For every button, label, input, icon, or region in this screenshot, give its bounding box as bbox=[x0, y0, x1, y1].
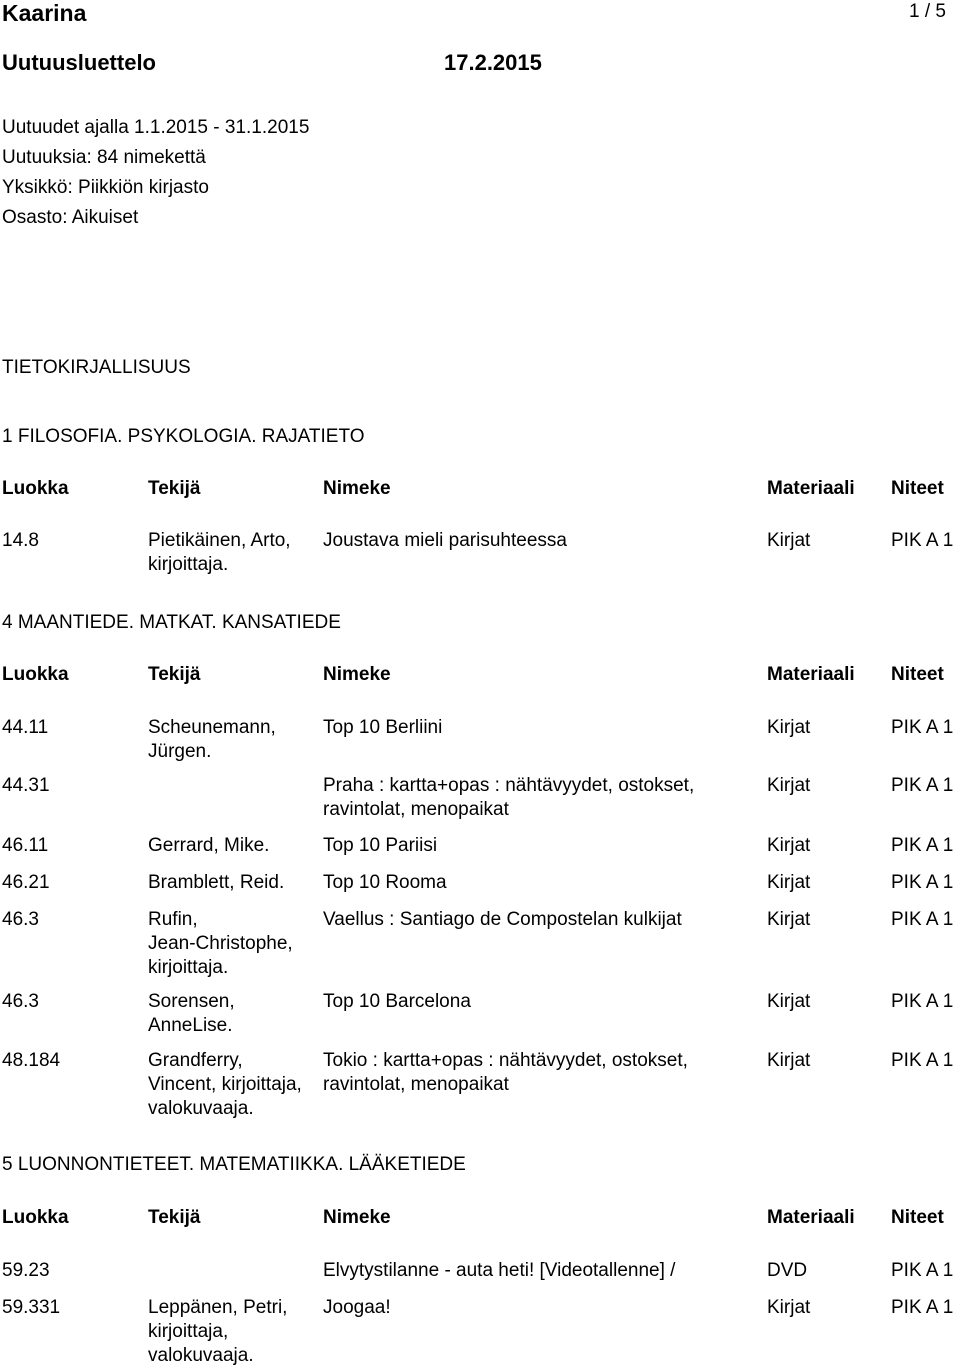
cell-niteet: PIK A 1 bbox=[891, 835, 954, 856]
cell-materiaali: Kirjat bbox=[767, 872, 811, 893]
col-tekija: Tekijä bbox=[148, 664, 201, 685]
cell-tekija: Grandferry, Vincent, kirjoittaja, valokuvaaja. bbox=[148, 1050, 302, 1119]
cell-niteet: PIK A 1 bbox=[891, 909, 954, 930]
cell-luokka: 59.331 bbox=[2, 1297, 61, 1318]
cell-materiaali: Kirjat bbox=[767, 991, 811, 1012]
library-name: Kaarina bbox=[2, 0, 87, 26]
cell-materiaali: Kirjat bbox=[767, 530, 811, 551]
cell-niteet: PIK A 1 bbox=[891, 872, 954, 893]
info-department: Osasto: Aikuiset bbox=[2, 207, 139, 228]
cell-nimeke: Praha : kartta+opas : nähtävyydet, ostokset, ravintolat, menopaikat bbox=[323, 775, 695, 820]
cell-nimeke: Joustava mieli parisuhteessa bbox=[323, 530, 567, 551]
col-nimeke: Nimeke bbox=[323, 1207, 391, 1228]
col-tekija: Tekijä bbox=[148, 1207, 201, 1228]
cell-tekija: Rufin, Jean-Christophe, kirjoittaja. bbox=[148, 909, 293, 978]
cell-niteet: PIK A 1 bbox=[891, 1050, 954, 1071]
cell-nimeke: Vaellus : Santiago de Compostelan kulkijat bbox=[323, 909, 682, 930]
col-materiaali: Materiaali bbox=[767, 1207, 855, 1228]
cell-luokka: 44.11 bbox=[2, 717, 49, 738]
col-luokka: Luokka bbox=[2, 478, 69, 499]
cell-niteet: PIK A 1 bbox=[891, 717, 954, 738]
col-materiaali: Materiaali bbox=[767, 478, 855, 499]
cell-materiaali: Kirjat bbox=[767, 1050, 811, 1071]
cell-niteet: PIK A 1 bbox=[891, 775, 954, 796]
col-niteet: Niteet bbox=[891, 664, 944, 685]
cell-tekija: Sorensen, AnneLise. bbox=[148, 991, 235, 1036]
cell-niteet: PIK A 1 bbox=[891, 1260, 954, 1281]
col-nimeke: Nimeke bbox=[323, 664, 391, 685]
cell-niteet: PIK A 1 bbox=[891, 1297, 954, 1318]
cell-nimeke: Top 10 Berliini bbox=[323, 717, 443, 738]
cell-nimeke: Top 10 Pariisi bbox=[323, 835, 438, 856]
genre-heading: TIETOKIRJALLISUUS bbox=[2, 357, 191, 378]
info-unit: Yksikkö: Piikkiön kirjasto bbox=[2, 177, 209, 198]
cell-luokka: 46.21 bbox=[2, 872, 50, 893]
cell-tekija: Pietikäinen, Arto, kirjoittaja. bbox=[148, 530, 291, 575]
cell-nimeke: Top 10 Rooma bbox=[323, 872, 447, 893]
section-title: 5 LUONNONTIETEET. MATEMATIIKKA. LÄÄKETIEDE bbox=[2, 1154, 466, 1175]
col-tekija: Tekijä bbox=[148, 478, 201, 499]
col-nimeke: Nimeke bbox=[323, 478, 391, 499]
cell-materiaali: DVD bbox=[767, 1260, 808, 1281]
cell-tekija: Leppänen, Petri, kirjoittaja, valokuvaaja. bbox=[148, 1297, 288, 1366]
cell-materiaali: Kirjat bbox=[767, 717, 811, 738]
list-title: Uutuusluettelo bbox=[2, 50, 156, 75]
col-niteet: Niteet bbox=[891, 1207, 944, 1228]
cell-niteet: PIK A 1 bbox=[891, 991, 954, 1012]
col-niteet: Niteet bbox=[891, 478, 944, 499]
section-title: 4 MAANTIEDE. MATKAT. KANSATIEDE bbox=[2, 612, 341, 633]
cell-tekija: Bramblett, Reid. bbox=[148, 872, 285, 893]
cell-luokka: 46.3 bbox=[2, 909, 39, 930]
section-title: 1 FILOSOFIA. PSYKOLOGIA. RAJATIETO bbox=[2, 426, 365, 447]
page-indicator: 1 / 5 bbox=[909, 1, 946, 22]
cell-tekija: Scheunemann, Jürgen. bbox=[148, 717, 276, 762]
cell-nimeke: Top 10 Barcelona bbox=[323, 991, 471, 1012]
col-luokka: Luokka bbox=[2, 1207, 69, 1228]
cell-luokka: 46.3 bbox=[2, 991, 39, 1012]
col-luokka: Luokka bbox=[2, 664, 69, 685]
cell-niteet: PIK A 1 bbox=[891, 530, 954, 551]
cell-materiaali: Kirjat bbox=[767, 835, 811, 856]
cell-tekija: Gerrard, Mike. bbox=[148, 835, 270, 856]
cell-materiaali: Kirjat bbox=[767, 909, 811, 930]
cell-luokka: 46.11 bbox=[2, 835, 49, 856]
list-date: 17.2.2015 bbox=[444, 50, 542, 75]
cell-luokka: 14.8 bbox=[2, 530, 39, 551]
cell-materiaali: Kirjat bbox=[767, 1297, 811, 1318]
cell-nimeke: Elvytystilanne - auta heti! [Videotallenne] / bbox=[323, 1260, 676, 1281]
cell-luokka: 59.23 bbox=[2, 1260, 50, 1281]
col-materiaali: Materiaali bbox=[767, 664, 855, 685]
cell-materiaali: Kirjat bbox=[767, 775, 811, 796]
cell-nimeke: Tokio : kartta+opas : nähtävyydet, ostokset, ravintolat, menopaikat bbox=[323, 1050, 688, 1095]
cell-nimeke: Joogaa! bbox=[323, 1297, 391, 1318]
cell-luokka: 44.31 bbox=[2, 775, 50, 796]
info-block bbox=[2, 116, 309, 236]
info-period: Uutuudet ajalla 1.1.2015 - 31.1.2015 bbox=[2, 117, 310, 138]
info-count: Uutuuksia: 84 nimekettä bbox=[2, 147, 206, 168]
cell-luokka: 48.184 bbox=[2, 1050, 61, 1071]
